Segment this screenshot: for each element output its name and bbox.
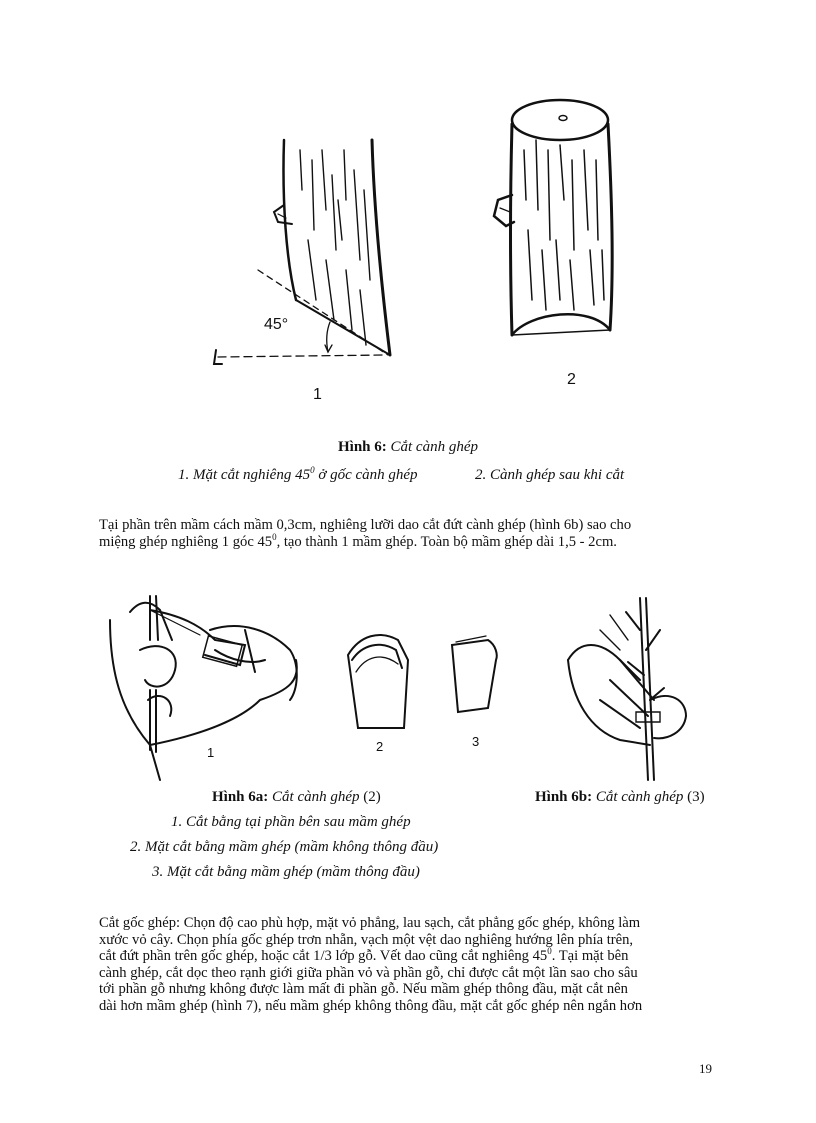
figure-6-item-2: 2. Cành ghép sau khi cắt bbox=[475, 467, 625, 483]
angle-label: 45° bbox=[264, 316, 289, 333]
figure-6a-item-2: 2. Mặt cắt bằng mầm ghép (mầm không thông đầu) bbox=[130, 839, 439, 855]
figure-6-item-1: 1. Mặt cắt nghiêng $45^0$ ở gốc cành ghép bbox=[178, 465, 418, 483]
panel-2-label: 2 bbox=[567, 371, 576, 388]
figure-6a-label-2: 2 bbox=[376, 739, 384, 754]
paragraph-2-line-4: cành ghép, cắt dọc theo rạnh giới giữa phần vỏ và phần gỗ, chỉ được cắt một lần sao cho sâu bbox=[99, 964, 638, 981]
paragraph-2-line-1: Cắt gốc ghép: Chọn độ cao phù hợp, mặt vỏ phẳng, lau sạch, cắt phẳng gốc ghép, không làm bbox=[99, 915, 641, 931]
panel-1-label: 1 bbox=[313, 386, 322, 403]
figure-6a-caption: Hình 6a: Cắt cành ghép (2) bbox=[212, 789, 381, 805]
page-number: 19 bbox=[699, 1061, 712, 1076]
paragraph-2-line-6: dài hơn mầm ghép (hình 7), nếu mầm ghép không thông đầu, mặt cắt gốc ghép nên ngắn hơn bbox=[99, 997, 643, 1014]
paragraph-2-line-2: xước vỏ cây. Chọn phía gốc ghép trơn nhẵn, vạch một vệt dao nghiêng hướng lên phía trên, bbox=[99, 931, 634, 948]
figure-6a-label-1: 1 bbox=[207, 745, 215, 760]
paragraph-2 bbox=[99, 915, 717, 1014]
paragraph-1-line-2: miệng ghép nghiêng 1 góc $45^0$, tạo thành 1 mầm ghép. Toàn bộ mầm ghép dài 1,5 - 2cm. bbox=[99, 531, 617, 550]
paragraph-1-line-1: Tại phần trên mầm cách mầm 0,3cm, nghiêng lưỡi dao cắt đứt cành ghép (hình 6b) sao cho bbox=[99, 517, 632, 533]
paragraph-2-line-3: cắt đứt phần trên gốc ghép, hoặc cắt 1/3 lớp gỗ. Vết dao cũng cắt nghiêng $45^0$. Tại mặt bên bbox=[99, 946, 629, 964]
caption-bold: Hình 6: bbox=[337, 439, 387, 455]
figure-6a-item-1: 1. Cắt bằng tại phần bên sau mầm ghép bbox=[171, 814, 411, 830]
figure-6b-caption: Hình 6b: Cắt cành ghép (3) bbox=[535, 789, 705, 805]
figure-6a-item-3: 3. Mặt cắt bằng mầm ghép (mầm thông đầu) bbox=[152, 864, 420, 880]
paragraph-2-line-5: tới phần gỗ nhưng không được làm mất đi phần gỗ. Nếu mầm ghép thông đầu, mặt cắt nên bbox=[99, 981, 628, 997]
figure-6a-label-3: 3 bbox=[472, 734, 480, 749]
caption-italic: Cắt cành ghép bbox=[390, 439, 478, 455]
